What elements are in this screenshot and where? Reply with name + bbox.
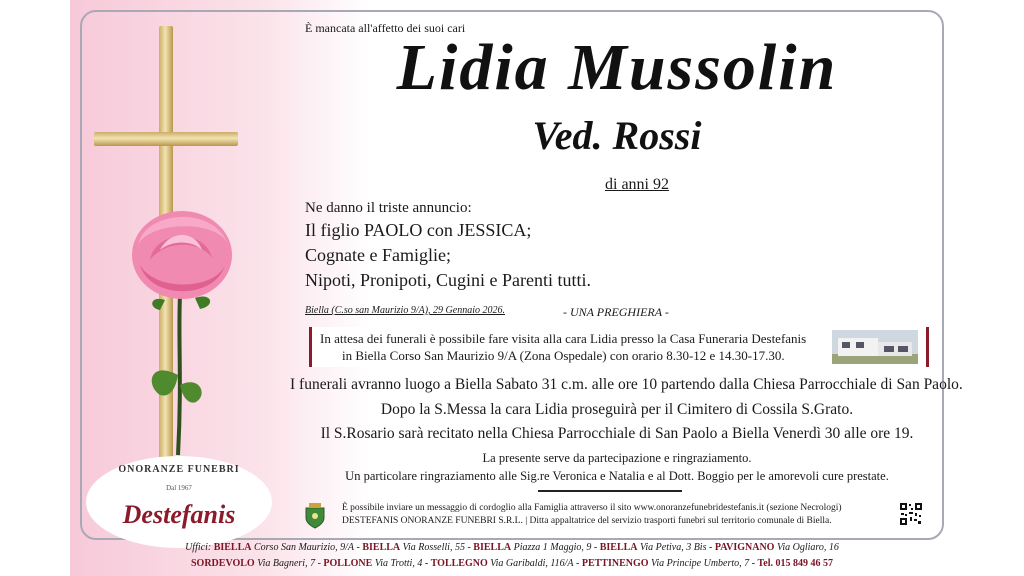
place-date: Biella (C.so san Maurizio 9/A), 29 Gennaio 2026. [305, 305, 505, 316]
funeral-line: Dopo la S.Messa la cara Lidia proseguirà per il Cimitero di Cossila S.Grato. [380, 401, 854, 418]
footer-line: È possibile inviare un messaggio di cordoglio alla Famiglia attraverso il sito www.onoranzefunebridestefanis.it (sezione Necrologi) [342, 503, 842, 513]
office-city: POLLONE [323, 558, 373, 569]
office-address: Via Garibaldi, 116/A [490, 558, 574, 569]
intro-text: È mancata all'affetto dei suoi cari [305, 21, 466, 35]
logo-line2: Dal 1967 [166, 484, 192, 492]
funeral-home-photo [832, 330, 918, 364]
deceased-name: Lidia Mussolin [396, 31, 838, 104]
office-address: Via Principe Umberto, 7 [651, 558, 750, 569]
divider [538, 490, 682, 492]
office-city: BIELLA [599, 542, 638, 553]
prayer-label: - UNA PREGHIERA - [563, 305, 669, 319]
office-address: Piazza 1 Maggio, 9 [513, 542, 592, 553]
office-address: Via Petiva, 3 Bis [640, 542, 707, 553]
offices-row: Uffici: BIELLA Corso San Maurizio, 9/A - BIELLA Via Rosselli, 55 - BIELLA Piazza 1 Maggio, 9 - BIELLA Via Petiva, 3 Bis - PAVIGNANO Via Ogliaro, 16 [185, 542, 839, 553]
logo-line1: ONORANZE FUNEBRI [118, 464, 240, 475]
funeral-line: Il S.Rosario sarà recitato nella Chiesa Parrocchiale di San Paolo a Biella Venerdì 30 alle ore 19. [320, 425, 914, 442]
office-city: BIELLA [473, 542, 512, 553]
footer-line: DESTEFANIS ONORANZE FUNEBRI S.R.L. | Ditta appaltatrice del servizio trasporti funebri sul territorio comunale di Biella. [342, 516, 832, 526]
family-line: Il figlio PAOLO con JESSICA; [305, 220, 532, 240]
cross-arm [94, 132, 238, 146]
offices-label: Uffici: [185, 542, 212, 553]
family-line: Cognate e Famiglie; [305, 245, 451, 265]
visit-line: In attesa dei funerali è possibile fare visita alla cara Lidia presso la Casa Funeraria Destefanis [320, 331, 807, 346]
office-city: PAVIGNANO [714, 542, 775, 553]
office-city: BIELLA [213, 542, 252, 553]
office-address: Corso San Maurizio, 9/A [253, 542, 354, 553]
family-line: Nipoti, Pronipoti, Cugini e Parenti tutti. [305, 270, 591, 290]
company-logo [84, 448, 274, 544]
logo-brand: Destefanis [122, 500, 236, 529]
visit-line: in Biella Corso San Maurizio 9/A (Zona Ospedale) con orario 8.30-12 e 14.30-17.30. [342, 348, 785, 363]
office-city: SORDEVOLO [191, 558, 255, 569]
offices-row: SORDEVOLO Via Bagneri, 7 - POLLONE Via Trotti, 4 - TOLLEGNO Via Garibaldi, 116/A - PETTINENGO Via Principe Umberto, 7 - Tel. 015 849 46 57 [191, 558, 833, 569]
office-address: Via Ogliaro, 16 [776, 542, 839, 553]
city-crest-icon [302, 502, 328, 530]
thanks-line: Un particolare ringraziamento alle Sig.re Veronica e Natalia e al Dott. Boggio per le amorevoli cure prestate. [345, 469, 889, 483]
office-address: Via Trotti, 4 [374, 558, 423, 569]
rose-icon [120, 200, 250, 460]
office-address: Via Bagneri, 7 [257, 558, 316, 569]
deceased-age: di anni 92 [605, 176, 669, 193]
qr-code-icon [900, 503, 922, 525]
announce-label: Ne danno il triste annuncio: [305, 200, 472, 216]
office-city: BIELLA [362, 542, 401, 553]
office-address: Via Rosselli, 55 [402, 542, 465, 553]
thanks-line: La presente serve da partecipazione e ringraziamento. [482, 451, 752, 465]
funeral-line: I funerali avranno luogo a Biella Sabato 31 c.m. alle ore 10 partendo dalla Chiesa Parrocchiale di San Paolo. [290, 376, 963, 393]
deceased-subname: Ved. Rossi [532, 113, 702, 158]
office-city: PETTINENGO [581, 558, 649, 569]
office-phone: Tel. 015 849 46 57 [757, 558, 833, 569]
office-city: TOLLEGNO [430, 558, 488, 569]
